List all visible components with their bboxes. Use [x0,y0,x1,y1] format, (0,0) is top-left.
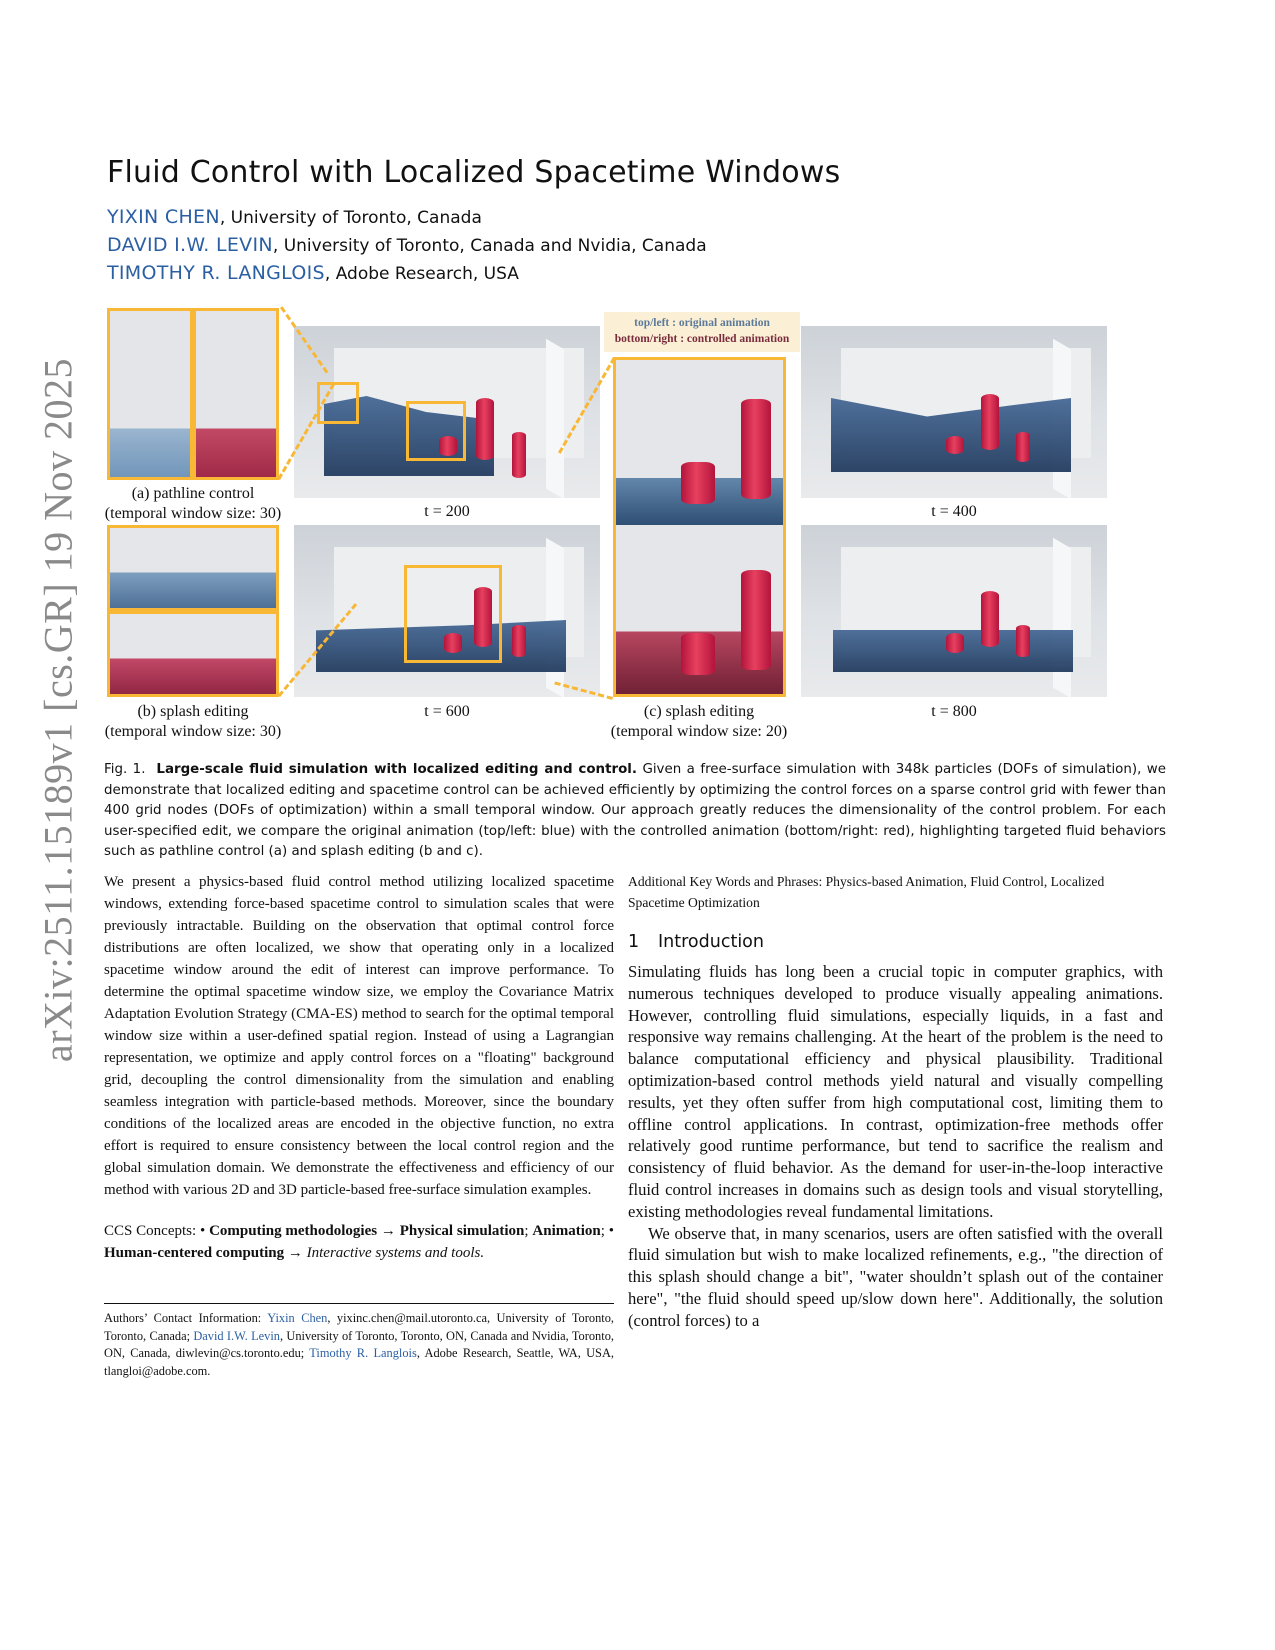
arxiv-stamp [28,357,88,1063]
caption-prefix: Fig. 1. [104,762,146,777]
introduction-body [628,961,1163,1332]
arrow-icon: → [380,1223,396,1239]
paragraph: We observe that, in many scenarios, users are often satisfied with the overall fluid simulation but wish to make localized refinements, e.g., "the direction of this splash should change a bit", "water shouldn’t splash out of the container here", "the fluid should speed up/slow down here". Additionally, the solution (control forces) to a [628,1223,1163,1330]
scene-t800 [801,525,1107,697]
author-line [107,206,482,228]
label-t800: t = 800 [931,703,977,720]
label-b [97,702,289,742]
highlight-frame [193,308,279,480]
highlight-frame [107,525,279,611]
label-c-title: (c) splash editing [643,703,755,720]
caption-title: Large-scale fluid simulation with localized editing and control. [156,762,637,777]
author-name[interactable]: YIXIN CHEN [107,206,220,228]
author-link[interactable]: Timothy R. Langlois [309,1346,417,1360]
caption-text: Given a free-surface simulation with 348k particles (DOFs of simulation), we demonstrate that localized editing and spacetime control can be achieved efficiently by optimizing the control forces on a sparse control grid with fewer than 400 grid nodes (DOFs of optimization) within a small temporal window. Our approach greatly reduces the dimensionality of the control problem. For each user-specified edit, we compare the original animation (top/left: blue) with the controlled animation (bottom/right: red), highlighting targeted fluid behaviors such as pathline control (a) and splash editing (b and c). [104,762,1166,859]
paper-title: Fluid Control with Localized Spacetime Windows [107,155,841,190]
ccs-item: Interactive systems and tools. [306,1245,485,1261]
legend-original: top/left : original animation [634,317,770,329]
author-affiliation: , Adobe Research, USA [324,264,519,284]
label-t600: t = 600 [424,703,470,720]
label-c [603,702,795,742]
highlight-frame [107,308,193,480]
paragraph: Simulating fluids has long been a crucial topic in computer graphics, with numerous techniques developed to produce visually appealing animations. However, controlling fluid simulations, especially liquids, in a fast and responsive way remains challenging. At the heart of the problem is the need to balance computational efficiency and physical plausibility. Traditional optimization-based control methods yield natural and visually compelling results, yet they often suffer from high computational cost, limiting them to offline control applications. In contrast, optimization-free methods offer relatively good runtime performance, but tend to sacrifice the realism and consistency of fluid behavior. As the demand for user-in-the-loop interactive fluid control increases in domains such as design tools and visual storytelling, existing methodologies reveal fundamental limitations. [628,962,1163,1221]
figure-legend [604,312,800,352]
author-line [107,234,707,256]
author-info: , University of Toronto, Toronto, ON, Canada and Nvidia, Toronto, ON, Canada, diwlevin@cs.toronto.edu; [104,1328,614,1360]
label-c-window: (temporal window size: 20) [610,723,788,740]
ccs-concepts: CCS Concepts: • Computing methodologies → Physical simulation; Animation; • Human-centered computing → Interactive systems and tools. [104,1223,614,1261]
ccs-item: Human-centered computing [104,1245,285,1261]
keywords: Additional Key Words and Phrases: Physics-based Animation, Fluid Control, Localized Spacetime Optimization [628,874,1105,910]
figure-1 [104,317,1167,760]
abstract: We present a physics-based fluid control method utilizing localized spacetime windows, extending force-based spacetime control to simulation scales that were previously intractable. Building on the observation that optimal control force distributions are often localized, we show that operating only in a localized spacetime window around the edit of interest can improve performance. To determine the optimal spacetime window size, we employ the Covariance Matrix Adaptation Evolution Strategy (CMA-ES) method to search for the optimal temporal window size within a user-defined spatial region. Instead of using a Lagrangian representation, we optimize and apply control forces on a "floating" background grid, decoupling the control dimensionality from the simulation and enabling seamless integration with particle-based methods. Moreover, since the boundary conditions of the localized areas are encoded in the objective function, no extra effort is required to ensure consistency between the local control region and the global simulation domain. We demonstrate the effectiveness and efficiency of our method with various 2D and 3D particle-based free-surface simulation examples. [104,874,614,1198]
label-a-title: (a) pathline control [131,485,255,502]
footnote-label: Authors’ Contact Information: [104,1311,262,1325]
scene-t600 [294,525,600,697]
author-line [107,262,519,284]
label-b-window: (temporal window size: 30) [104,723,282,740]
ccs-item: Computing methodologies [209,1223,378,1239]
section-title: Introduction [658,932,764,952]
footnote-divider [104,1303,614,1304]
label-t200: t = 200 [424,503,470,520]
author-affiliation: , University of Toronto, Canada and Nvidia, Canada [272,236,707,256]
section-number: 1 [628,932,640,952]
separator: ; [600,1223,605,1239]
section-heading [628,932,764,952]
author-affiliation: , University of Toronto, Canada [219,208,482,228]
author-link[interactable]: David I.W. Levin [193,1328,280,1343]
scene-t200 [294,326,600,498]
label-a-window: (temporal window size: 30) [104,505,282,522]
arxiv-identifier[interactable]: arXiv:2511.15189v1 [cs.GR] 19 Nov 2025 [35,357,81,1063]
author-info: , Adobe Research, Seattle, WA, USA, tlangloi@adobe.com. [104,1346,614,1378]
figure-caption [104,760,1166,863]
author-info: , yixinc.chen@mail.utoronto.ca, University of Toronto, Toronto, Canada; [104,1311,614,1343]
author-name[interactable]: DAVID I.W. LEVIN [107,234,273,256]
author-contact-footnote [104,1310,614,1380]
separator: ; [524,1223,529,1239]
label-a [97,484,289,524]
label-b-title: (b) splash editing [137,703,249,720]
highlight-frame [613,357,786,697]
label-t400: t = 400 [931,503,977,520]
ccs-item: Physical simulation [399,1223,525,1239]
arrow-icon: → [287,1245,303,1261]
highlight-frame [107,611,279,697]
legend-controlled: bottom/right : controlled animation [614,333,790,345]
scene-t400 [801,326,1107,498]
ccs-item: Animation [532,1223,601,1239]
ccs-label: CCS Concepts: [104,1223,197,1239]
author-link[interactable]: Yixin Chen [267,1311,328,1325]
author-name[interactable]: TIMOTHY R. LANGLOIS [107,262,325,284]
